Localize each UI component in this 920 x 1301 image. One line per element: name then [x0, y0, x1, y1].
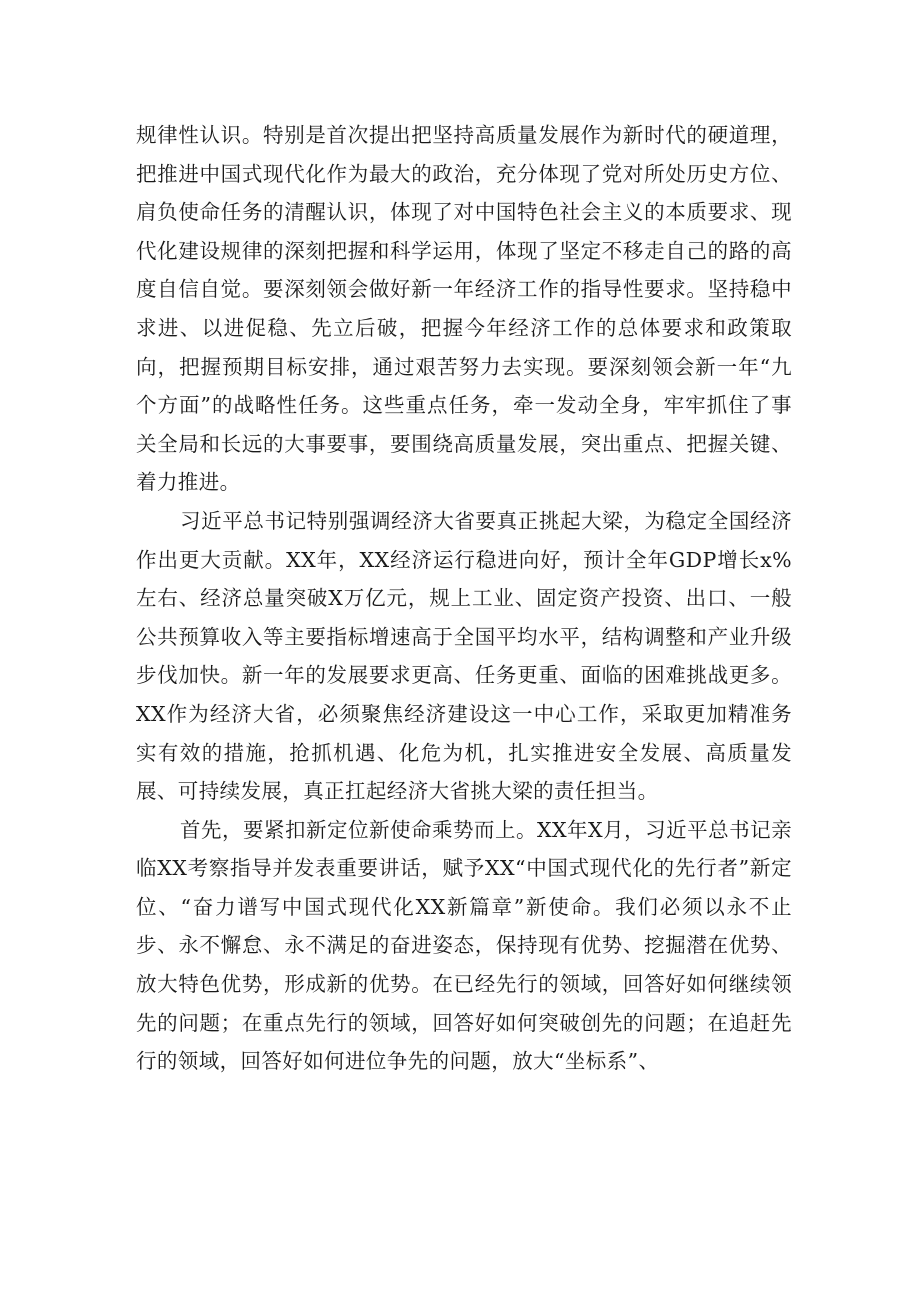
- document-body: [136, 116, 792, 1081]
- paragraph-economic-province: 习近平总书记特别强调经济大省要真正挑起大梁，为稳定全国经济作出更大贡献。XX年，XX经济运行稳进向好，预计全年GDP增长x%左右、经济总量突破X万亿元，规上工业、固定资产投资、出口、一般公共预算收入等主要指标增速高于全国平均水平，结构调整和产业升级步伐加快。新一年的发展要求更高、任务更重、面临的困难挑战更多。XX作为经济大省，必须聚焦经济建设这一中心工作，采取更加精准务实有效的措施，抢抓机遇、化危为机，扎实推进安全发展、高质量发展、可持续发展，真正扛起经济大省挑大梁的责任担当。: [136, 508, 792, 804]
- paragraph-continuation: 规律性认识。特别是首次提出把坚持高质量发展作为新时代的硬道理，把推进中国式现代化作为最大的政治，充分体现了党对所处历史方位、肩负使命任务的清醒认识，体现了对中国特色社会主义的本质要求、现代化建设规律的深刻把握和科学运用，体现了坚定不移走自己的路的高度自信自觉。要深刻领会做好新一年经济工作的指导性要求。坚持稳中求进、以进促稳、先立后破，把握今年经济工作的总体要求和政策取向，把握预期目标安排，通过艰苦努力去实现。要深刻领会新一年“九个方面”的战略性任务。这些重点任务，牵一发动全身，牢牢抓住了事关全局和长远的大事要事，要围绕高质量发展，突出重点、把握关键、着力推进。: [136, 123, 792, 495]
- paragraph-new-positioning: 首先，要紧扣新定位新使命乘势而上。XX年X月，习近平总书记亲临XX考察指导并发表重要讲话，赋予XX“中国式现代化的先行者”新定位、“奋力谱写中国式现代化XX新篇章”新使命。我们必须以永不止步、永不懈怠、永不满足的奋进姿态，保持现有优势、挖掘潜在优势、放大特色优势，形成新的优势。在已经先行的领域，回答好如何继续领先的问题；在重点先行的领域，回答好如何突破创先的问题；在追赶先行的领域，回答好如何进位争先的问题，放大“坐标系”、: [136, 817, 792, 1074]
